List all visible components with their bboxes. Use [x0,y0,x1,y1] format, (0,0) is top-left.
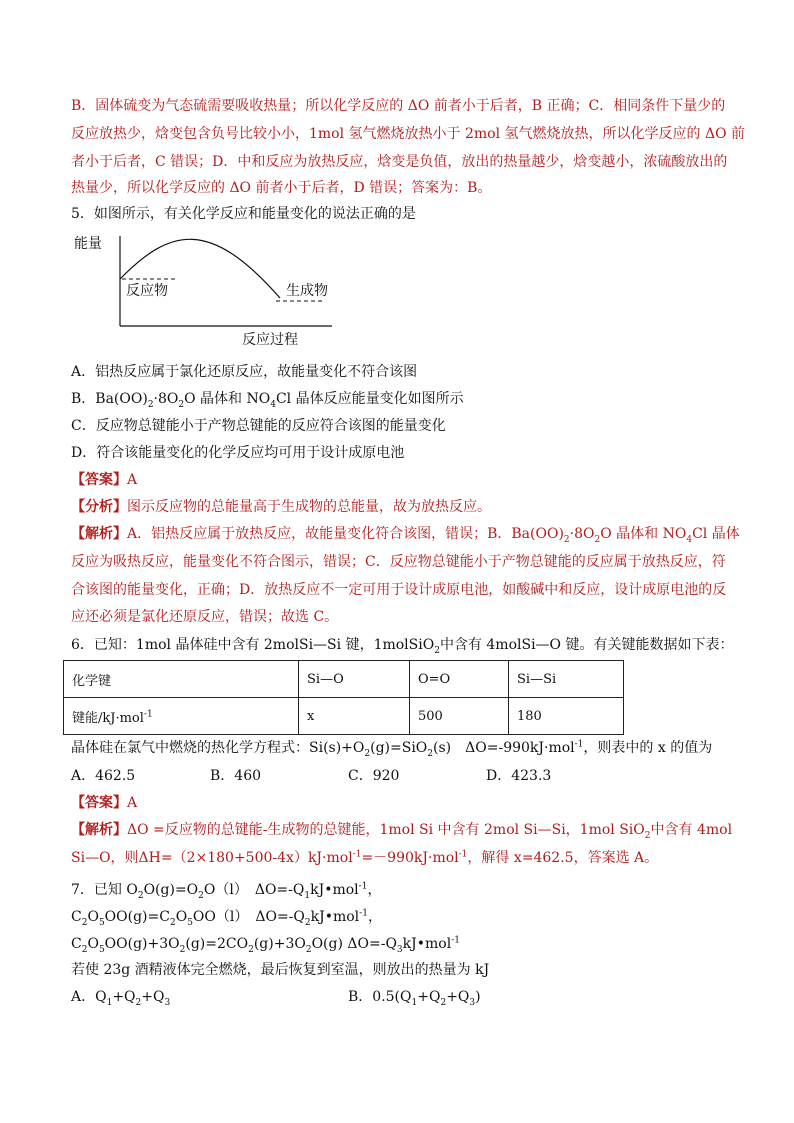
subscript: 2 [198,890,204,901]
q5-explain-line-2: 反应为吸热反应，能量变化不符合图示，错误；C．反应物总键能小于产物总键能的反应属于放热反应，符 [71,554,726,570]
x-axis-label: 反应过程 [242,332,298,348]
q6-stem [71,635,734,655]
q7-stem: 若使 23g 酒精液体完全燃烧，最后恢复到室温，则放出的热量为 kJ [71,962,490,978]
text: O(g)=O [143,882,199,898]
q6-option-b: B．460 [210,768,262,784]
q6-answer [71,793,137,813]
text: ·8O [569,526,595,542]
superscript: -1 [143,709,153,720]
text: 中含有 4mol [650,822,733,838]
text: (g)=SiO [370,740,428,756]
subscript: 2 [305,944,312,955]
subscript: 2 [364,748,371,759]
q5-explain-line-3: 合该图的能量变化，正确；D．放热反应不一定可用于设计成原电池，如酸碱中和反应，设计成原电池的反 [71,582,727,598]
q6-option-a: A．462.5 [71,768,136,784]
explain-label: 【解析】 [71,822,127,838]
subscript: 1 [106,997,113,1008]
text: 中含有 4molSi—O 键。有关键能数据如下表： [439,637,734,653]
text: 键能/kJ·mol [72,710,144,726]
q6-explain-line-2 [71,848,658,868]
table-row-label [64,698,299,735]
table-header-cell: Si—Si [509,661,624,698]
text: ΔO =反应物的总键能-生成物的总键能，1mol Si 中含有 2mol Si—Si，1mol SiO [127,822,645,838]
text: =－990kJ·mol [361,850,459,866]
energy-diagram-svg [74,228,370,348]
text: kJ•mol [310,909,360,925]
subscript: 4 [686,534,693,545]
text: Cl 晶体反应能量变化如图所示 [275,391,464,407]
text: B．Ba(OO) [71,391,148,407]
text: O 晶体和 NO [184,391,271,407]
q4-analysis-line-4: 热量少，所以化学反应的 ΔO 前者小于后者，D 错误；答案为：B。 [71,180,492,196]
table-header-row [64,661,624,698]
text: ，则表中的 x 的值为 [583,740,713,756]
table-cell: x [299,698,410,735]
subscript: 2 [304,917,311,928]
answer-value: A [127,795,138,811]
q5-option-b [71,389,464,409]
table-cell: 180 [509,698,624,735]
subscript: 5 [98,944,105,955]
text: O 晶体和 NO [600,526,687,542]
q5-option-c: C．反应物总键能小于产物总键能的反应符合该图的能量变化 [71,418,446,434]
text: 7．已知 O [71,882,138,898]
text: C [71,936,82,952]
text: 晶体硅在氯气中燃烧的热化学方程式：Si(s)+O [71,740,365,756]
subscript: 2 [137,890,144,901]
table-row [64,698,624,735]
q7-line-1 [71,880,381,900]
subscript: 2 [178,399,185,410]
q5-answer [71,470,137,490]
text: ) [475,989,481,1005]
subscript: 2 [135,997,142,1008]
superscript: -1 [574,739,584,750]
analysis-text: 图示反应物的总能量高于生成物的总能量，故为放热反应。 [127,499,491,515]
subscript: 5 [98,917,105,928]
subscript: 2 [81,917,88,928]
text: O（l） ΔO=-Q [203,882,305,898]
q5-stem: 5．如图所示，有关化学反应和能量变化的说法正确的是 [71,206,416,222]
text: (g)+3O [253,936,306,952]
text: O(g) ΔO=-Q [311,936,397,952]
superscript: -1 [359,908,368,919]
text: O [175,909,188,925]
text: A．铝热反应属于放热反应，故能量变化符合该图，错误；B．Ba(OO) [127,526,564,542]
subscript: 2 [594,534,601,545]
superscript: -1 [451,935,460,946]
answer-label: 【答案】 [71,795,127,811]
q4-analysis-line-2: 反应放热少，焓变包含负号比较小小，1mol 氢气燃烧放热小于 2mol 氢气燃烧放热，所以化学反应的 ΔO 前 [71,126,746,142]
subscript: 1 [304,890,311,901]
text: Si—O，则ΔH=（2×180+500-4x）kJ·mol [71,850,353,866]
q5-explain-line-1 [71,524,740,544]
text: OO（l） ΔO=-Q [192,909,305,925]
text: kJ•mol [310,882,359,898]
text: ， [367,882,382,898]
text: 6．已知：1mol 晶体硅中含有 2molSi—Si 键，1molSiO [71,637,435,653]
answer-label: 【答案】 [71,472,127,488]
text: ·8O [153,391,179,407]
subscript: 2 [563,534,570,545]
q4-analysis-line-1: B．固体硫变为气态硫需要吸收热量；所以化学反应的 ΔO 前者小于后者，B 正确；C．相同条件下量少的 [71,98,726,114]
text: kJ•mol [402,936,452,952]
product-label: 生成物 [286,283,328,299]
text: (s) ΔO=-990kJ·mol [433,740,575,756]
answer-value: A [127,472,138,488]
energy-diagram [74,228,370,348]
table-header-cell: 化学键 [64,661,299,698]
q5-option-a: A．铝热反应属于氯化还原反应，故能量变化不符合该图 [71,364,418,380]
q4-analysis-line-3: 者小于后者，C 错误；D．中和反应为放热反应，焓变是负值，放出的热量越少，焓变越小，浓硫酸放出的 [71,154,728,170]
subscript: 2 [248,944,254,955]
reactant-label: 反应物 [126,283,168,299]
analysis-label: 【分析】 [71,499,127,515]
subscript: 5 [187,917,193,928]
subscript: 3 [396,944,403,955]
subscript: 3 [469,997,476,1008]
text: +Q [141,989,165,1005]
q5-option-d: D．符合该能量变化的化学反应均可用于设计成原电池 [71,445,405,461]
q6-option-c: C．920 [348,768,400,784]
q6-explain-line-1 [71,820,732,840]
subscript: 2 [147,399,154,410]
q5-analysis [71,497,491,517]
y-axis-label: 能量 [74,236,102,252]
text: +Q [417,989,441,1005]
table-header-cell: Si—O [299,661,410,698]
superscript: -1 [358,881,368,892]
subscript: 2 [81,944,88,955]
text: A．Q [71,989,107,1005]
text: Cl 晶体 [692,526,740,542]
text: +Q [446,989,470,1005]
text: C [71,909,82,925]
text: +Q [112,989,136,1005]
subscript: 2 [440,997,447,1008]
subscript: 2 [427,748,434,759]
subscript: 3 [164,997,171,1008]
superscript: -1 [458,849,468,860]
text: O [87,909,99,925]
q7-line-2 [71,907,382,927]
subscript: 1 [411,997,418,1008]
bond-energy-table [63,660,624,735]
text: ，解得 x=462.5，答案选 A。 [467,850,659,866]
text: ， [367,909,382,925]
text: O [87,936,99,952]
subscript: 2 [434,645,440,656]
subscript: 2 [644,830,651,841]
subscript: 2 [169,917,176,928]
q7-line-3 [71,934,460,954]
text: (g)=2CO [185,936,249,952]
text: OO(g)=C [104,909,170,925]
superscript: -1 [352,849,362,860]
q7-option-b [348,987,481,1007]
q6-option-d: D．423.3 [486,768,552,784]
q6-equation [71,738,712,758]
q5-explain-line-4: 应还必须是氯化还原反应，错误；故选 C。 [71,609,339,625]
text: OO(g)+3O [104,936,180,952]
explain-label: 【解析】 [71,526,127,542]
table-header-cell: O=O [410,661,509,698]
text: B．0.5(Q [348,989,412,1005]
subscript: 2 [179,944,186,955]
q7-option-a [71,987,170,1007]
subscript: 4 [270,399,276,410]
table-cell: 500 [410,698,509,735]
